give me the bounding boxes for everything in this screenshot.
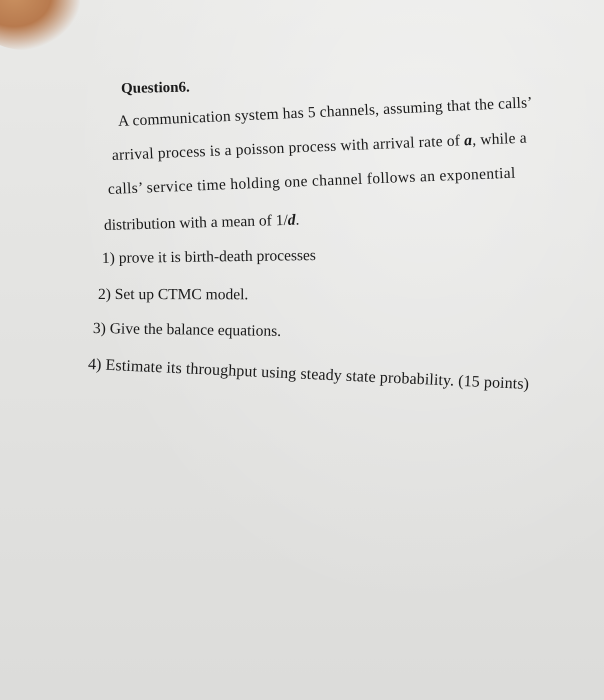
body-line-2-text-b: , while a bbox=[471, 129, 528, 149]
finger-shadow bbox=[0, 0, 80, 50]
body-line-4-text-a: distribution with a mean of 1/ bbox=[103, 211, 288, 234]
body-line-4 bbox=[104, 213, 300, 234]
question-title: Question6. bbox=[120, 79, 190, 97]
item-1: 1) prove it is birth-death processes bbox=[101, 247, 317, 267]
item-2: 2) Set up CTMC model. bbox=[97, 286, 249, 304]
body-line-2 bbox=[112, 131, 527, 164]
variable-d: d bbox=[287, 211, 296, 229]
body-line-4-text-b: . bbox=[295, 211, 300, 229]
body-line-1: A communication system has 5 channels, assuming that the calls’ bbox=[117, 94, 533, 130]
body-line-2-text-a: arrival process is a poisson process with arrival rate of bbox=[111, 132, 465, 164]
item-4: 4) Estimate its throughput using steady state probability. (15 points) bbox=[87, 356, 530, 394]
variable-a: a bbox=[463, 131, 473, 150]
item-3: 3) Give the balance equations. bbox=[92, 320, 282, 340]
body-line-3: calls’ service time holding one channel follows an exponential bbox=[107, 164, 516, 198]
